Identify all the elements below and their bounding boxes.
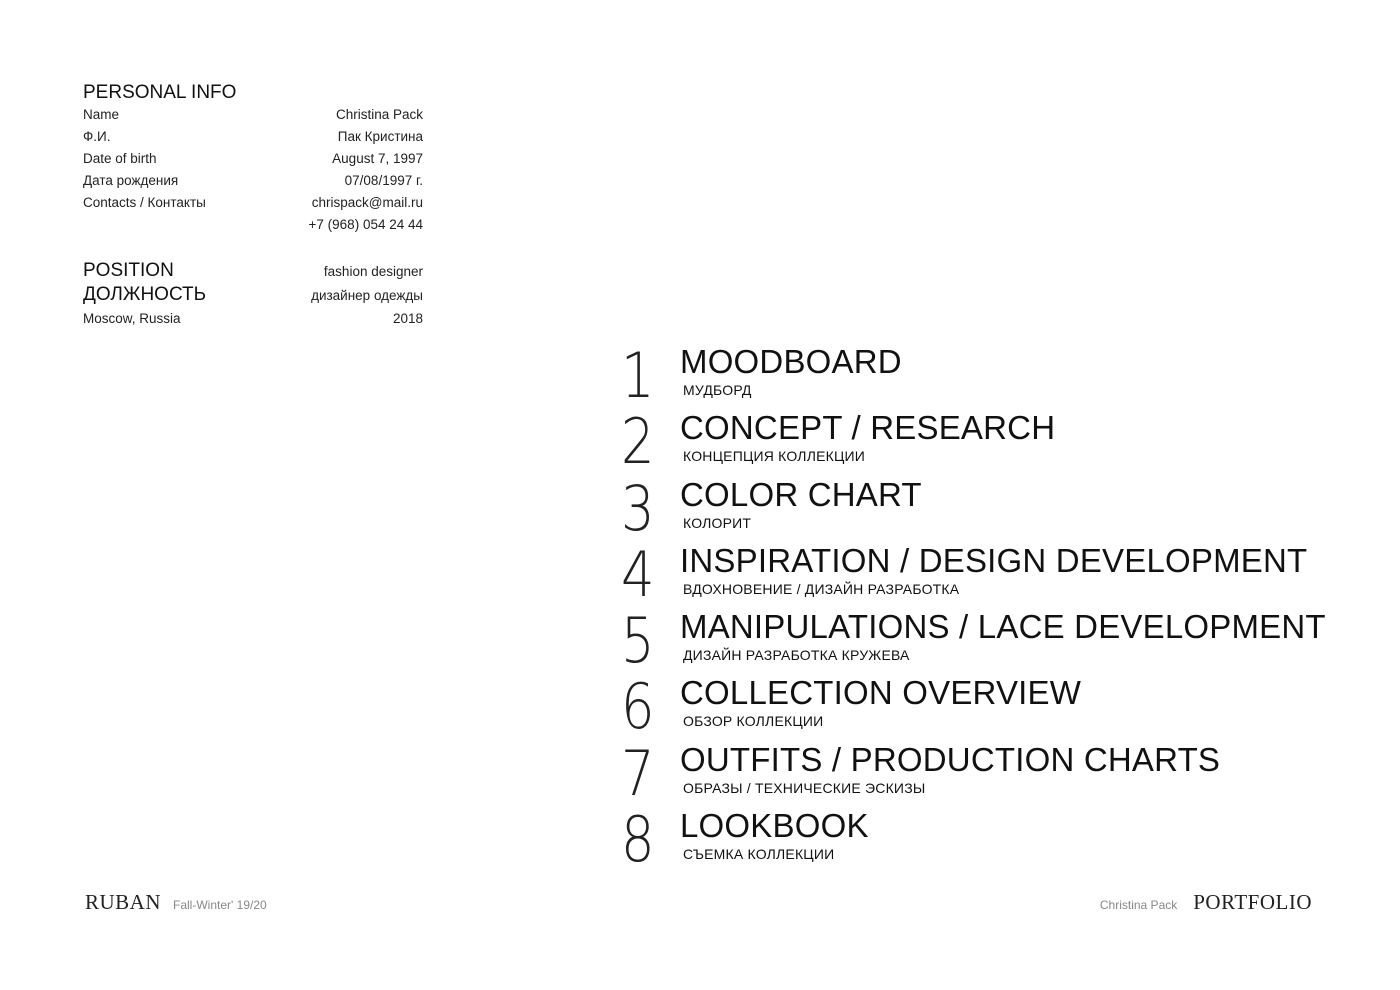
info-row-birth: [83, 148, 423, 170]
toc-title: CONCEPT / RESEARCH: [680, 409, 1056, 447]
info-label: Ф.И.: [83, 129, 111, 144]
author-name: Christina Pack: [1099, 898, 1178, 912]
toc-subtitle: ДИЗАЙН РАЗРАБОТКА КРУЖЕВА: [683, 647, 910, 664]
info-label: Date of birth: [83, 151, 157, 166]
info-value: Пак Кристина: [337, 129, 423, 144]
email-value: chrispack@mail.ru: [311, 195, 423, 210]
season-label: Fall-Winter' 19/20: [173, 898, 267, 912]
info-row-contacts: [83, 192, 423, 214]
year-text: 2018: [392, 311, 423, 326]
personal-info-section: [83, 82, 423, 236]
toc-number: 8: [621, 803, 655, 877]
location-text: Moscow, Russia: [83, 311, 181, 326]
toc-title: INSPIRATION / DESIGN DEVELOPMENT: [680, 541, 1308, 579]
toc-number: 6: [621, 670, 655, 744]
toc-number: 1: [621, 339, 655, 412]
position-section: [83, 259, 423, 330]
info-value: 07/08/1997 г.: [344, 173, 423, 188]
toc-number: 2: [621, 405, 655, 479]
position-row-ru: [83, 283, 423, 307]
toc-subtitle: ОБЗОР КОЛЛЕКЦИИ: [683, 713, 824, 730]
info-label: Дата рождения: [83, 173, 179, 188]
info-value: Christina Pack: [335, 107, 423, 122]
info-value: August 7, 1997: [332, 151, 423, 166]
toc-subtitle: ОБРАЗЫ / ТЕХНИЧЕСКИЕ ЭСКИЗЫ: [683, 779, 926, 796]
toc-title: MANIPULATIONS / LACE DEVELOPMENT: [680, 608, 1326, 646]
toc-title: COLLECTION OVERVIEW: [680, 674, 1082, 712]
toc-subtitle: КОЛОРИТ: [683, 514, 752, 531]
toc-title: MOODBOARD: [680, 343, 902, 380]
toc-number: 7: [621, 736, 655, 810]
toc-number: 4: [621, 537, 655, 611]
position-value-ru: дизайнер одежды: [311, 288, 423, 303]
toc-subtitle: КОНЦЕПЦИЯ КОЛЛЕКЦИИ: [683, 448, 866, 465]
info-row-name-ru: [83, 126, 423, 148]
info-label: Contacts / Контакты: [83, 195, 206, 210]
toc-subtitle: ВДОХНОВЕНИЕ / ДИЗАЙН РАЗРАБОТКА: [683, 580, 960, 597]
info-row-birth-ru: [83, 170, 423, 192]
position-title-ru: ДОЛЖНОСТЬ: [83, 284, 207, 305]
toc-subtitle: СЪЕМКА КОЛЛЕКЦИИ: [683, 846, 835, 863]
toc-number: 5: [621, 604, 655, 678]
toc-title: COLOR CHART: [680, 475, 922, 513]
position-value: fashion designer: [323, 264, 423, 279]
toc-number: 3: [621, 471, 655, 545]
info-row-name: [83, 104, 423, 126]
portfolio-label: PORTFOLIO: [1193, 890, 1312, 914]
position-row-en: [83, 259, 423, 283]
toc-title: OUTFITS / PRODUCTION CHARTS: [680, 740, 1221, 778]
phone-value: +7 (968) 054 24 44: [308, 217, 423, 232]
position-title: POSITION: [83, 260, 174, 281]
personal-info-title: PERSONAL INFO: [83, 82, 237, 103]
position-row-location: [83, 307, 423, 330]
footer-right: [1100, 890, 1312, 915]
footer-left: [85, 890, 267, 915]
info-label: Name: [83, 107, 120, 122]
info-row-phone: [83, 214, 423, 236]
toc-title: LOOKBOOK: [680, 807, 869, 845]
brand-name: RUBAN: [85, 890, 162, 914]
toc-subtitle: МУДБОРД: [683, 382, 752, 398]
